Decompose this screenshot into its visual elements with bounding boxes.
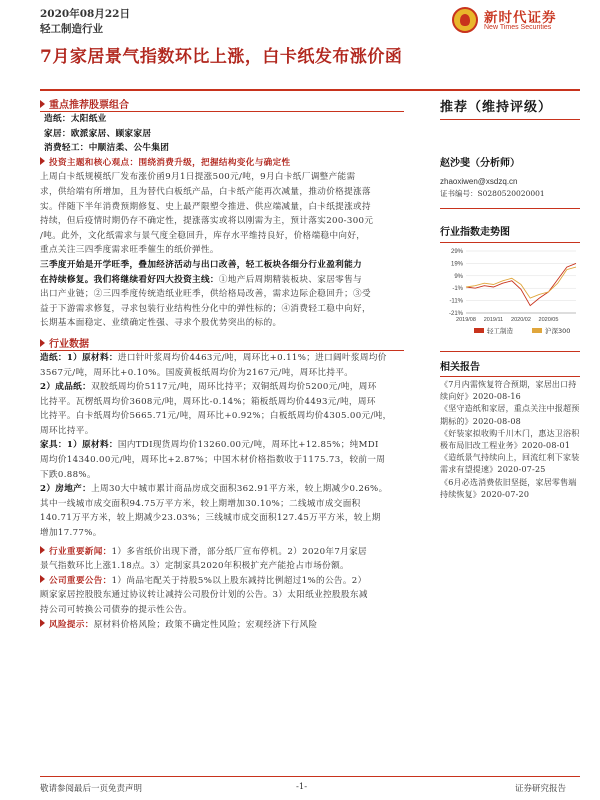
data-line: 2）成品纸：双胶纸周均价5117元/吨，周环比持平；双铜纸周均价5200元/吨，周环 xyxy=(40,382,377,393)
section-heading: 行业数据 xyxy=(49,338,89,350)
legend-swatch xyxy=(474,328,484,333)
legend-label: 沪深300 xyxy=(545,327,571,335)
data-line: 3567元/吨，周环比+0.10%。国废黄板纸周均价为2167元/吨，周环比持平。 xyxy=(40,367,354,378)
report-title: 7月家居景气指数环比上涨，白卡纸发布涨价函 xyxy=(40,47,403,67)
paragraph-line: 在持续修复。我们将继续看好四大投资主线：①地产后周期精装板块、家居零售与 xyxy=(40,274,362,285)
paragraph-line: 景气指数环比上涨1.18点。3）定制家具2020年积极扩充产能抢占市场份额。 xyxy=(40,561,349,572)
related-report[interactable]: 《好装家拟收购千川木门，惠达卫浴积极布局旧改工程业务》2020-08-01 xyxy=(440,428,580,451)
x-tick-label: 2019/08 xyxy=(456,317,476,323)
events-line: 行业重要新闻：1）多省纸价出现下滑，部分纸厂宣布停机。2）2020年7月家居 xyxy=(40,545,404,560)
data-line: 140.71万平方米，较上期减少23.03%；三线城市成交面积127.45万平方米，较上期 xyxy=(40,513,381,524)
paragraph-line: 出口产业链；②三四季度传统造纸业旺季，供给格局改善，需求边际企稳回升；③受 xyxy=(40,289,371,300)
bullet-icon xyxy=(40,100,45,108)
data-line: 造纸：1）原材料：进口针叶浆周均价4463元/吨，周环比+0.11%；进口阔叶浆周均价 xyxy=(40,352,387,363)
analyst-cert: 证书编号：S0280520020001 xyxy=(440,189,545,198)
legend-label: 轻工制造 xyxy=(487,327,513,335)
paragraph-line: 顾家家居控股股东通过协议转让减持公司股份计划的公告。3）太阳纸业控股股东减 xyxy=(40,590,368,601)
paragraph-line: 重点关注三四季度需求旺季催生的纸价弹性。 xyxy=(40,245,219,256)
company-line: 公司重要公告：1）尚品宅配关于持股5%以上股东减持比例超过1%的公告。2） xyxy=(40,574,404,589)
data-line: 周均价14340.00元/吨，周环比+2.87%；中国木材价格指数收于1175.73，较前一周 xyxy=(40,455,386,466)
index-chart xyxy=(440,247,580,339)
x-tick-label: 2019/11 xyxy=(483,317,504,323)
y-tick-label: 19% xyxy=(450,261,463,268)
rating: 推荐（维持评级） xyxy=(440,100,553,115)
footer-disclaimer: 敬请参阅最后一页免责声明 xyxy=(40,784,143,794)
paragraph-line: 益于下游需求修复，寻求包装行业结构性分化中的弹性标的；④消费轻工稳中向好， xyxy=(40,303,371,314)
section-divider xyxy=(40,350,404,351)
analyst-email: zhaoxiwen@xsdzq.cn xyxy=(440,177,518,186)
data-line: 周环比持平。 xyxy=(40,425,94,436)
y-tick-label: -21% xyxy=(448,311,463,317)
data-line: 增加17.77%。 xyxy=(40,528,102,539)
sidebar-divider xyxy=(440,208,580,209)
paragraph-line: 长期基本面稳定、业绩确定性强、寻求个股优势突出的标的。 xyxy=(40,318,282,329)
sidebar-divider xyxy=(440,351,580,352)
data-line: 比持平。瓦楞纸周均价3608元/吨，周环比-0.14%；箱板纸周均价4493元/吨，周环 xyxy=(40,396,376,407)
section-divider xyxy=(40,111,404,112)
data-line: 下跌0.88%。 xyxy=(40,469,96,480)
sidebar-divider xyxy=(440,376,580,377)
bullet-icon xyxy=(40,546,45,554)
logo-cn-text: 新时代证券 xyxy=(484,10,557,26)
series-line xyxy=(466,267,576,298)
data-line: 2）房地产：上周30大中城市累计商品房成交面积362.91平方米，较上期减少0.26%。 xyxy=(40,484,388,495)
portfolio-row: 消费轻工：中顺洁柔、公牛集团 xyxy=(44,143,170,154)
footer-divider xyxy=(40,776,580,777)
x-tick-label: 2020/02 xyxy=(511,317,531,323)
portfolio-row: 造纸：太阳纸业 xyxy=(44,114,107,124)
portfolio-row: 家居：欧派家居、顾家家居 xyxy=(44,128,152,139)
report-date: 2020年08月22日 xyxy=(40,8,130,20)
bullet-icon xyxy=(40,157,45,165)
bullet-icon xyxy=(40,575,45,583)
chart-title: 行业指数走势图 xyxy=(440,227,510,238)
industry-name: 轻工制造行业 xyxy=(40,23,103,35)
related-title: 相关报告 xyxy=(440,362,480,373)
related-report[interactable]: 《6月必选消费依旧坚挺，家居零售端持续恢复》2020-07-20 xyxy=(440,477,577,499)
footer-report-type: 证券研究报告 xyxy=(515,784,567,794)
page-number: -1- xyxy=(296,782,308,792)
view-heading: 投资主题和核心观点：围绕消费升级，把握结构变化与确定性 xyxy=(40,156,404,171)
section-portfolio xyxy=(40,96,404,112)
data-line: 其中一线城市成交面积94.75万平方米，较上期增加30.10%；二线城市成交面积 xyxy=(40,498,361,509)
y-tick-label: 29% xyxy=(450,249,463,255)
bullet-icon xyxy=(40,619,45,627)
paragraph-line: 持公司可转换公司债券的提示性公告。 xyxy=(40,605,193,615)
logo-emblem-icon xyxy=(452,7,478,33)
paragraph-line: 持续，但后疫情时期仍存不确定性，提涨落实或将以刚需为主，预计落实200-300元 xyxy=(40,216,374,227)
related-report[interactable]: 《坚守造纸和家居，重点关注中报超预期标的》2020-08-08 xyxy=(440,404,580,426)
section-heading: 重点推荐股票组合 xyxy=(49,100,129,111)
paragraph-line: 实。伴随下半年消费预期修复、史上最严限塑令推进、供应端减量，白卡纸提涨或持 xyxy=(40,201,371,212)
main-content xyxy=(40,96,404,632)
y-tick-label: -1% xyxy=(452,286,463,293)
logo-en-text: New Times Securities xyxy=(484,24,552,31)
header-divider xyxy=(40,89,580,91)
sidebar-divider xyxy=(440,242,580,243)
data-lines xyxy=(40,351,404,541)
data-line: 比持平。白卡纸周均价5665.71元/吨，周环比+0.92%；白板纸周均价4305.00元/吨， xyxy=(40,411,392,422)
paragraph-line: 上周白卡纸规模纸厂发布涨价函9月1日提涨500元/吨，9月白卡纸厂调整产能需 xyxy=(40,172,356,183)
data-line: 家具：1）原材料：国内TDI现货周均价13260.00元/吨，周环比+12.85%；纯MDI xyxy=(40,440,379,451)
paragraph-line: /吨。此外，文化纸需求与景气度全稳回升，库存水平维持良好，价格端稳中向好， xyxy=(40,230,366,241)
paragraph-line: 三季度开始是开学旺季，叠加经济活动与出口改善，轻工板块各细分行业盈利能力 xyxy=(40,259,362,270)
paragraph-line: 求，供给端有所增加，且为替代白板纸产品，白卡纸产能再次减量，推动价格提涨落 xyxy=(40,186,371,197)
related-report[interactable]: 《7月内需恢复符合预期，家居出口持续向好》2020-08-16 xyxy=(440,380,577,402)
x-tick-label: 2020/05 xyxy=(538,317,559,323)
y-tick-label: 9% xyxy=(454,273,463,280)
company-logo xyxy=(452,6,582,36)
risk-line: 风险提示：原材料价格风险；政策不确定性风险；宏观经济下行风险 xyxy=(40,618,404,633)
sidebar xyxy=(440,96,580,501)
legend-swatch xyxy=(532,328,542,333)
related-report[interactable]: 《造纸景气持续向上，回流红利下家装需求有望提速》2020-07-25 xyxy=(440,453,580,475)
y-tick-label: -11% xyxy=(449,298,463,305)
section-data xyxy=(40,335,404,351)
sidebar-divider xyxy=(440,119,580,120)
analyst-name: 赵沙斐（分析师） xyxy=(440,158,520,169)
bullet-icon xyxy=(40,339,45,347)
